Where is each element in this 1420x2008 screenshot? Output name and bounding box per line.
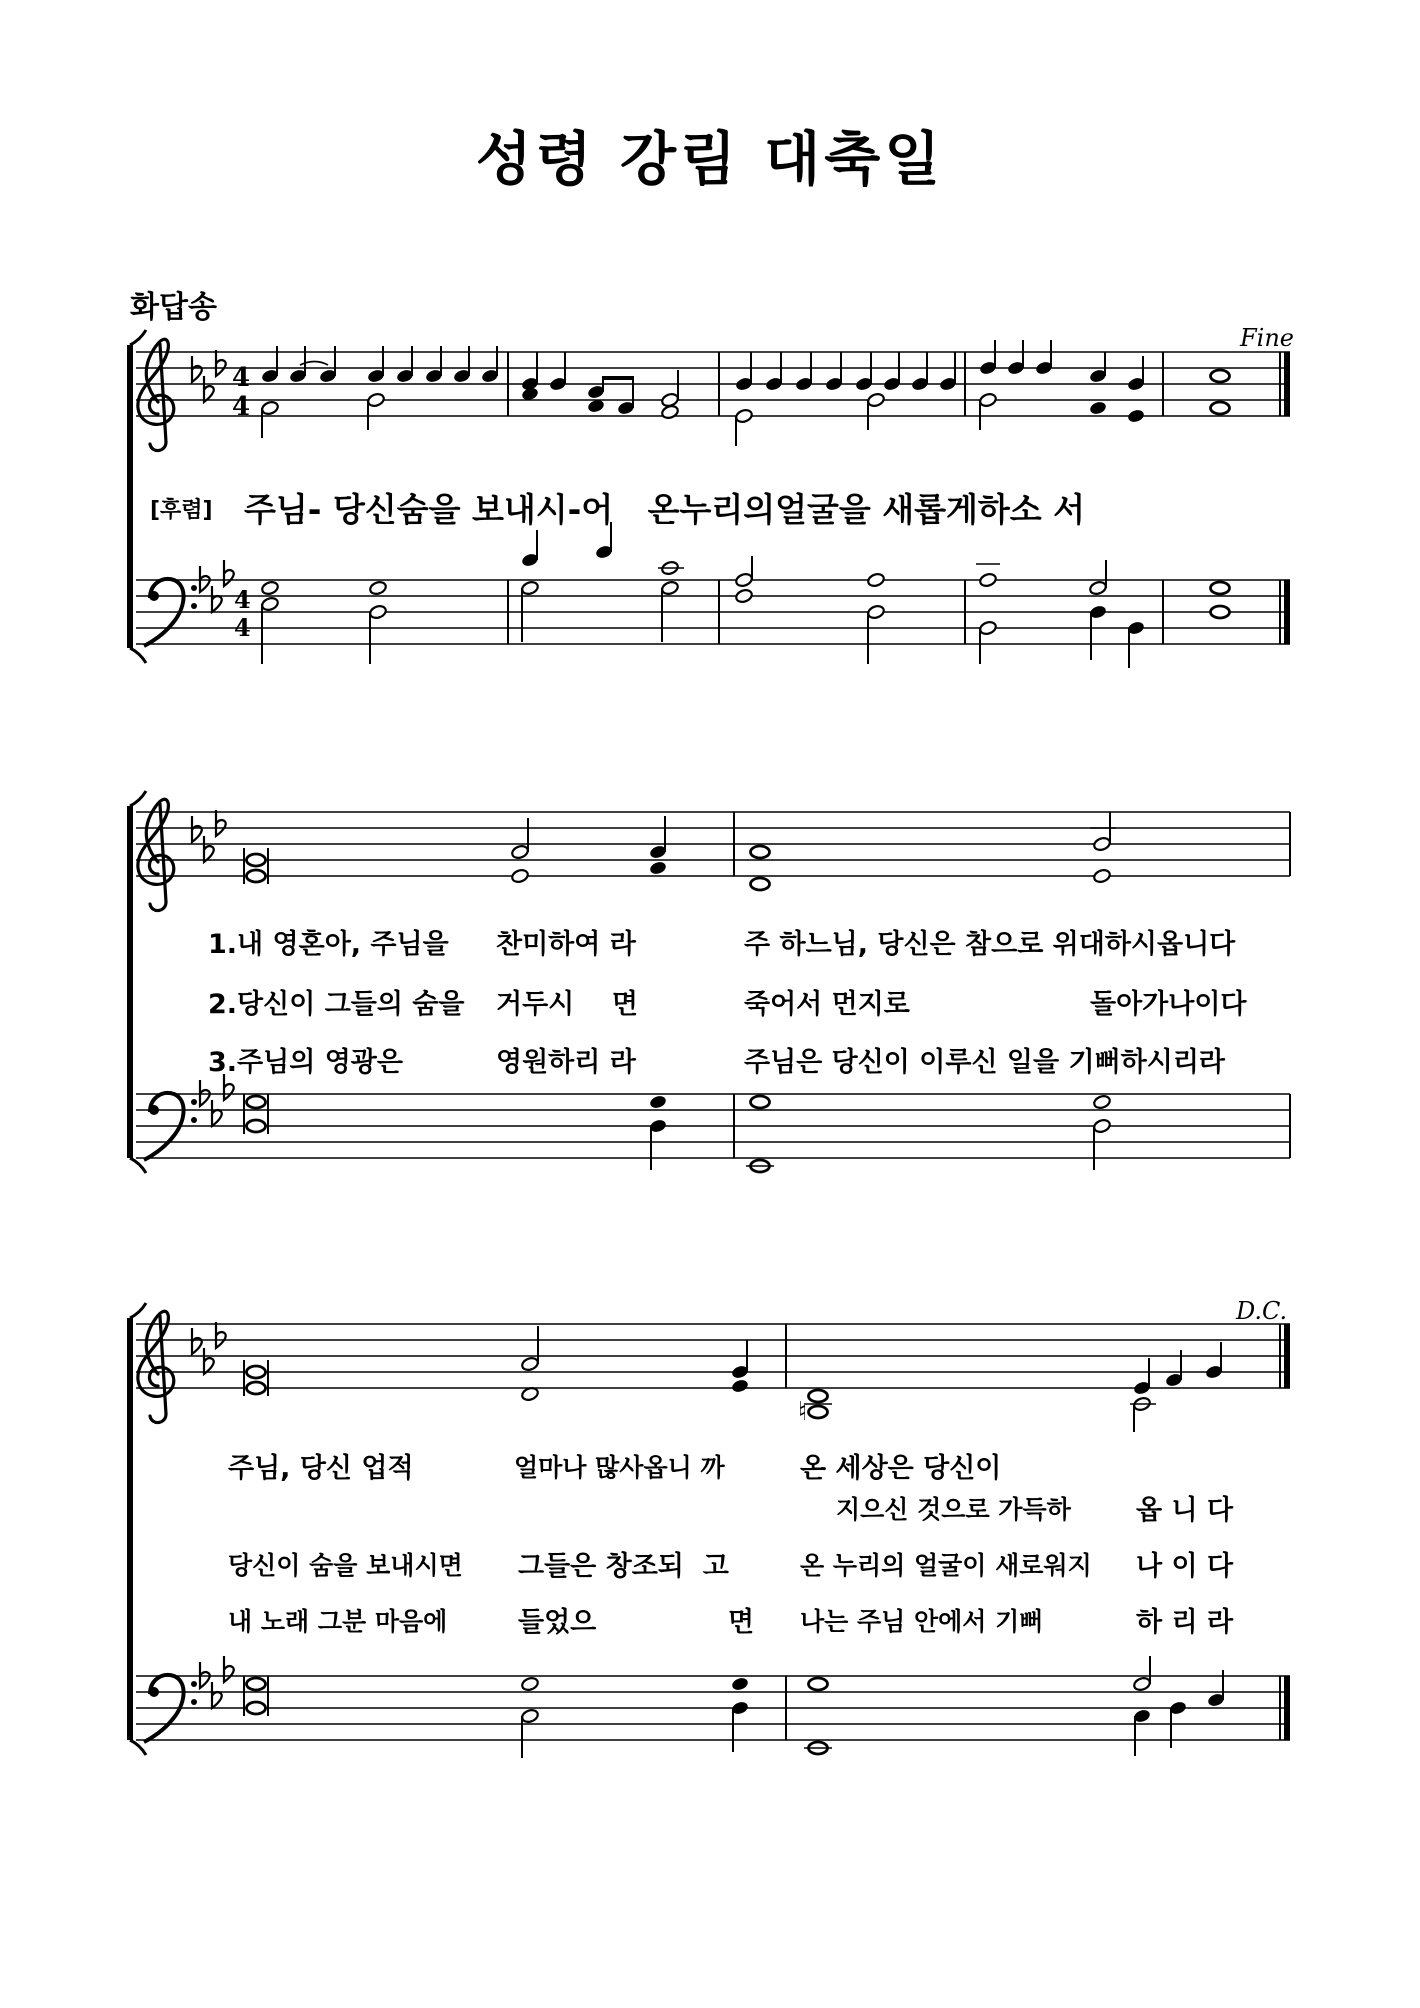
fine-mark: Fine — [1240, 324, 1294, 352]
section-label: 화답송 — [130, 290, 217, 325]
s3-line-2-part-c: 지으신 것으로 가득하 — [836, 1495, 1071, 1524]
svg-text:4: 4 — [232, 363, 251, 393]
s3-line-1-part-a: 주님, 당신 업적 — [228, 1453, 414, 1484]
s3-line-3-part-d: 나 이 다 — [1136, 1551, 1234, 1582]
s3-line-4-part-b: 들었으 — [518, 1607, 597, 1638]
page-title: 성령 강림 대축일 — [475, 125, 945, 193]
svg-text:♮: ♮ — [798, 1397, 808, 1427]
verse-2-part-a: 2.당신이 그들의 숨을 — [208, 989, 465, 1020]
s3-line-4-part-c: 나는 주님 안에서 기뻐 — [800, 1607, 1044, 1636]
verse-3-part-a: 3.주님의 영광은 — [208, 1047, 403, 1078]
verse-1-part-a: 1.내 영혼아, 주님을 — [208, 929, 449, 960]
refrain-lyric: 주님- 당신숨을 보내시-어 온누리의얼굴을 새롭게하소 서 — [244, 490, 1086, 529]
verse-1-part-b: 찬미하여 라 — [496, 929, 636, 960]
verse-2-part-d: 돌아가나이다 — [1090, 989, 1247, 1020]
svg-text:4: 4 — [232, 392, 251, 422]
verse-2-part-c: 죽어서 먼지로 — [744, 989, 910, 1020]
refrain-tag: [후렴] — [150, 498, 213, 523]
verse-1-part-c: 주 하느님, 당신은 참으로 위대하시옵니다 — [744, 929, 1236, 960]
svg-text:4: 4 — [234, 613, 251, 642]
s3-line-3-part-a: 당신이 숨을 보내시면 — [228, 1551, 463, 1580]
s3-line-3-part-c: 온 누리의 얼굴이 새로워지 — [800, 1551, 1092, 1580]
s3-line-4-part-b2: 면 — [728, 1607, 755, 1638]
verse-3-part-b: 영원하리 라 — [496, 1047, 636, 1078]
s3-line-4-part-d: 하 리 라 — [1136, 1607, 1234, 1638]
s3-line-1-part-c: 온 세상은 당신이 — [800, 1453, 1002, 1484]
system-3 — [130, 1303, 1290, 1758]
s3-line-4-part-a: 내 노래 그분 마음에 — [228, 1607, 448, 1636]
svg-text:4: 4 — [234, 585, 251, 614]
dc-mark: D.C. — [1236, 1297, 1288, 1325]
verse-3-part-c: 주님은 당신이 이루신 일을 기뻐하시리라 — [744, 1047, 1225, 1078]
s3-line-2-part-d: 옵 니 다 — [1136, 1495, 1234, 1526]
s3-line-3-part-b: 그들은 창조되 고 — [518, 1551, 729, 1582]
s3-line-1-part-b: 얼마나 많사옵니 까 — [514, 1453, 725, 1482]
verse-2-part-b: 거두시 면 — [496, 989, 638, 1020]
